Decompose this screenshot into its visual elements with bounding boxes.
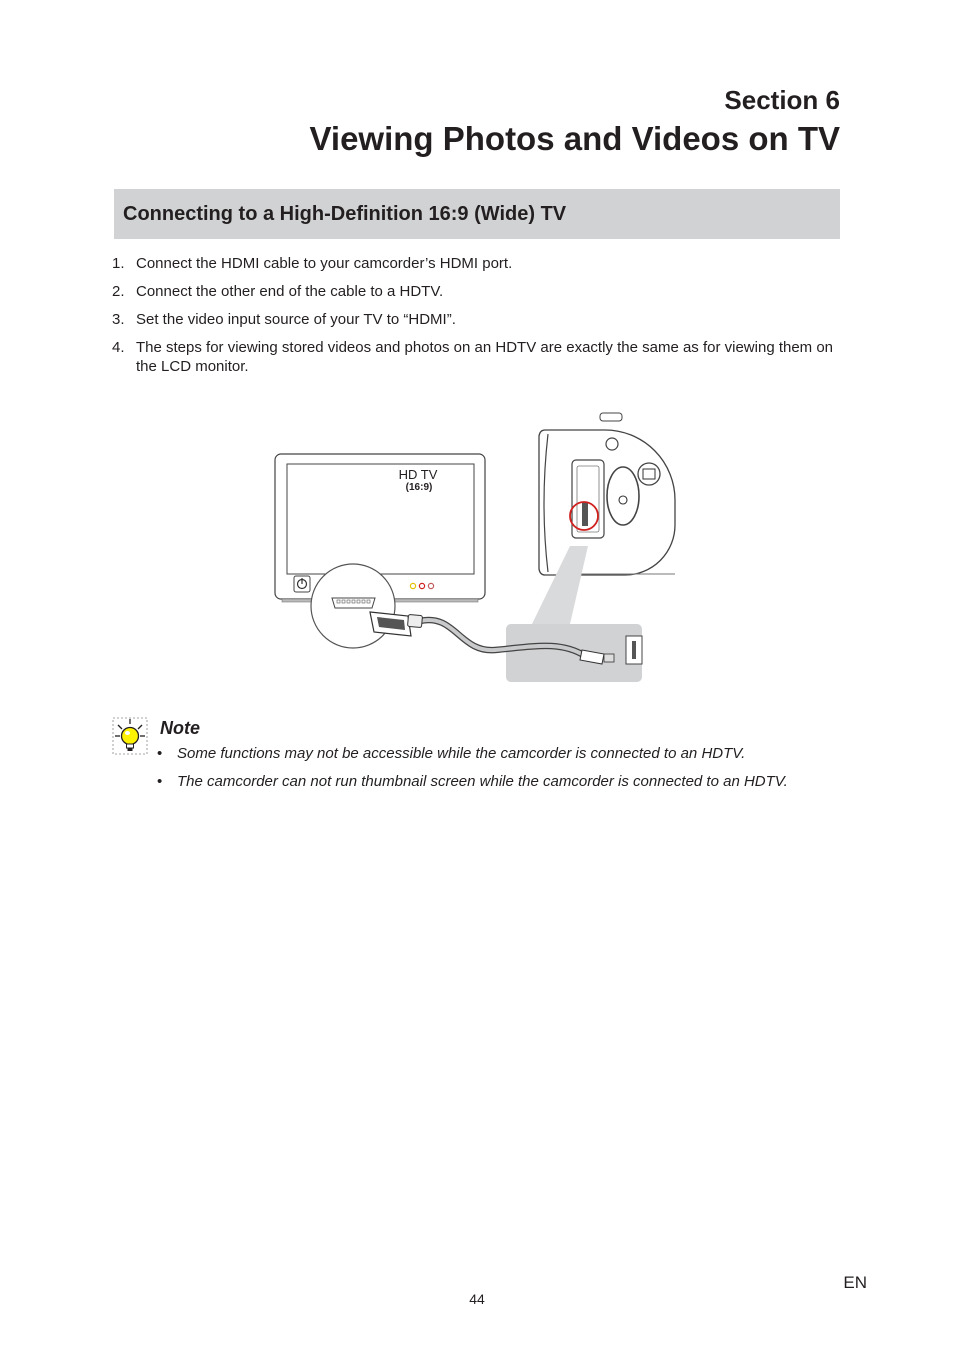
note-title: Note: [160, 718, 200, 738]
note-text: The camcorder can not run thumbnail screen while the camcorder is connected to an HDTV.: [177, 773, 788, 790]
step-number: 1.: [112, 255, 125, 272]
list-item: [157, 772, 857, 791]
list-item: [112, 254, 842, 273]
tv-port-callout: [311, 564, 395, 648]
note-list: [157, 744, 857, 800]
section-number: Section 6: [724, 85, 840, 115]
bullet: •: [157, 773, 163, 790]
list-item: [157, 744, 857, 763]
list-item: [112, 310, 842, 329]
section-title: Viewing Photos and Videos on TV: [309, 120, 840, 157]
note-text: Some functions may not be accessible while the camcorder is connected to an HDTV.: [177, 745, 746, 762]
camcorder-illustration: [539, 413, 675, 575]
language-label: EN: [843, 1273, 867, 1292]
list-item: [112, 338, 842, 376]
steps-list: [112, 254, 842, 385]
lightbulb-icon: [112, 716, 148, 756]
step-text: The steps for viewing stored videos and photos on an HDTV are exactly the same as for viewing them on the LCD monitor.: [136, 339, 834, 375]
step-number: 3.: [112, 311, 125, 328]
subsection-title: Connecting to a High-Definition 16:9 (Wide) TV: [123, 202, 567, 225]
subsection-heading: [114, 189, 840, 239]
step-number: 2.: [112, 283, 125, 300]
page-number: 44: [469, 1291, 485, 1307]
list-item: [112, 282, 842, 301]
step-text: Set the video input source of your TV to “HDMI”.: [136, 311, 456, 328]
bullet: •: [157, 745, 163, 762]
hdmi-connection-illustration: [270, 408, 690, 698]
step-text: Connect the other end of the cable to a HDTV.: [136, 283, 444, 300]
tv-ratio: (16:9): [405, 482, 433, 493]
step-number: 4.: [112, 339, 125, 356]
tv-label: HD TV: [398, 467, 438, 482]
step-text: Connect the HDMI cable to your camcorder’s HDMI port.: [136, 255, 513, 272]
